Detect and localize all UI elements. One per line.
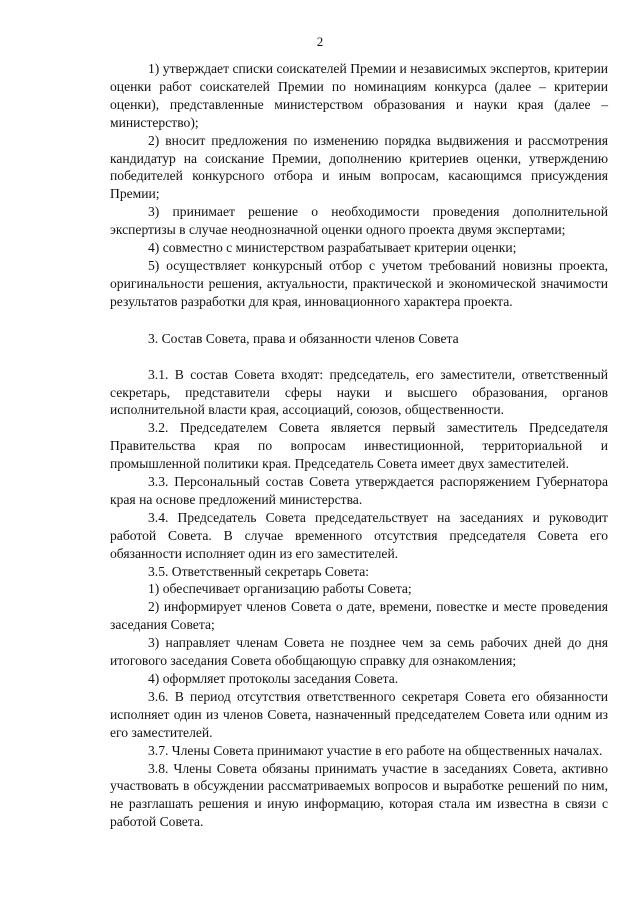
section-paragraph: 3.7. Члены Совета принимают участие в его работе на общественных началах. bbox=[148, 742, 603, 758]
list-item: 1) утверждает списки соискателей Премии и независимых экспертов, критерии оценки работ соискателей Премии по номинациям конкурса (далее – критерии оценки), представленные министерством образования и науки края (далее – министерство); bbox=[110, 61, 608, 130]
document-body bbox=[110, 60, 608, 831]
section-paragraph: 1) обеспечивает организацию работы Совета; bbox=[148, 581, 412, 597]
list-item: 2) вносит предложения по изменению порядка выдвижения и рассмотрения кандидатур на соискание Премии, дополнению критериев оценки, утверждению победителей конкурсного отбора и иным вопросам, касающимся присуждения Премии; bbox=[110, 132, 608, 202]
section-paragraph: 4) оформляет протоколы заседания Совета. bbox=[148, 671, 399, 686]
section-paragraph: 2) информирует членов Совета о дате, времени, повестке и месте проведения заседания Совета; bbox=[110, 599, 608, 633]
section-paragraph: 3.8. Члены Совета обязаны принимать участие в заседаниях Совета, активно участвовать в обсуждении рассматриваемых вопросов и выработке решений по ним, не разглашать решения и иную информацию, которая стала им известна в связи с работой Совета. bbox=[110, 760, 608, 830]
list-item: 3) принимает решение о необходимости проведения дополнительной экспертизы в случае неоднозначной оценки одного проекта двумя экспертами; bbox=[110, 204, 608, 238]
section-paragraph: 3.2. Председателем Совета является первый заместитель Председателя Правительства края по вопросам инвестиционной, территориальной и промышленной политики края. Председатель Совета имеет двух заместителей. bbox=[110, 420, 608, 472]
section-heading: 3. Состав Совета, права и обязанности членов Совета bbox=[148, 330, 459, 346]
section-paragraph: 3.5. Ответственный секретарь Совета: bbox=[148, 563, 370, 579]
section-paragraph: 3) направляет членам Совета не позднее чем за семь рабочих дней до дня итогового заседания Совета обобщающую справку для ознакомления; bbox=[110, 635, 608, 669]
page-number: 2 bbox=[316, 34, 324, 49]
section-paragraph: 3.6. В период отсутствия ответственного секретаря Совета его обязанности исполняет один из членов Совета, назначенный председателем Совета или одним из его заместителей. bbox=[110, 688, 608, 740]
section-paragraph: 3.1. В состав Совета входят: председатель, его заместители, ответственный секретарь, представители сферы науки и высшего образования, органов исполнительной власти края, ассоциаций, союзов, общественности. bbox=[110, 366, 608, 418]
list-item: 5) осуществляет конкурсный отбор с учетом требований новизны проекта, оригинальности решения, актуальности, практической и экономической значимости результатов разработки для края, инновационного характера проекта. bbox=[110, 257, 608, 309]
section-paragraph: 3.4. Председатель Совета председательствует на заседаниях и руководит работой Совета. В случае временного отсутствия председателя Совета его обязанности исполняет один из его заместителей. bbox=[110, 509, 608, 561]
list-item: 4) совместно с министерством разрабатывает критерии оценки; bbox=[148, 240, 517, 256]
section-paragraph: 3.3. Персональный состав Совета утверждается распоряжением Губернатора края на основе предложений министерства. bbox=[110, 474, 608, 507]
